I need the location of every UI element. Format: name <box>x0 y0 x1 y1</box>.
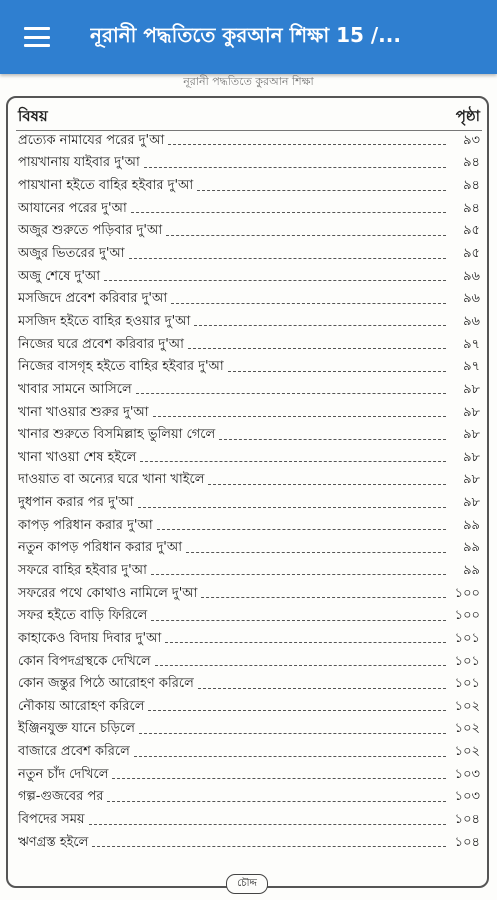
dot-leader <box>188 347 446 349</box>
toc-entry <box>18 288 480 311</box>
toc-entry-page: ৯৪ <box>463 155 480 171</box>
toc-entry-title: মসজিদ হইতে বাহির হওয়ার দু'আ <box>18 313 191 329</box>
toc-entry-title: দাওয়াত বা অন্যের ঘরে খানা খাইলে <box>18 472 205 488</box>
running-head: নূরানী পদ্ধতিতে কুরআন শিক্ষা <box>183 75 314 88</box>
dot-leader <box>107 800 446 802</box>
dot-leader <box>131 211 446 213</box>
toc-entry-page: ৯৮ <box>463 472 480 488</box>
dot-leader <box>198 687 446 689</box>
toc-entry <box>18 243 480 266</box>
toc-entry <box>18 673 480 696</box>
toc-entry-page: ৯৪ <box>463 178 480 194</box>
dot-leader <box>138 506 446 508</box>
toc-entry-page: ১০৪ <box>454 812 480 828</box>
toc-entry <box>18 198 480 221</box>
toc-entry-title: অজুর শুরুতে পড়িবার দু'আ <box>18 223 163 239</box>
toc-entry <box>18 311 480 334</box>
menu-icon-line <box>24 36 50 39</box>
toc-header <box>18 106 480 128</box>
toc-entry <box>18 583 480 606</box>
toc-entry-title: খাবার সামনে আসিলে <box>18 381 132 397</box>
menu-icon-line <box>24 44 50 47</box>
dot-leader <box>168 143 446 145</box>
toc-entry-page: ১০২ <box>454 721 480 737</box>
toc-entry-page: ৯৫ <box>463 246 480 262</box>
toc-entry <box>18 470 480 493</box>
toc-entry-page: ৯৭ <box>463 336 480 352</box>
dot-leader <box>186 551 446 553</box>
toc-entry <box>18 334 480 357</box>
dot-leader <box>139 732 446 734</box>
toc-entry-page: ১০৩ <box>454 789 480 805</box>
dot-leader <box>104 279 446 281</box>
toc-entry-title: বিপদের সময় <box>18 812 85 828</box>
dot-leader <box>171 302 446 304</box>
toc-entry-page: ১০১ <box>454 630 480 646</box>
toc-entry <box>18 764 480 787</box>
toc-entry-page: ৯৯ <box>463 540 480 556</box>
toc-entry <box>18 787 480 810</box>
toc-entry <box>18 379 480 402</box>
page-title: নূরানী পদ্ধতিতে কুরআন শিক্ষা 15 /... <box>90 22 401 47</box>
toc-entry-page: ৯৯ <box>463 517 480 533</box>
toc-entry-page: ১০২ <box>454 698 480 714</box>
app-bar <box>0 0 497 74</box>
dot-leader <box>157 528 446 530</box>
toc-entry-title: বাজারে প্রবেশ করিলে <box>18 744 130 760</box>
dot-leader <box>151 619 446 621</box>
toc-entry <box>18 515 480 538</box>
toc-entry-page: ৯৮ <box>463 404 480 420</box>
toc-entry-page: ৯৬ <box>463 313 480 329</box>
toc-entry-title: দুধপান করার পর দু'আ <box>18 495 134 511</box>
toc-entry <box>18 266 480 289</box>
dot-leader <box>151 573 446 575</box>
toc-entry <box>18 832 480 855</box>
dot-leader <box>89 823 446 825</box>
toc-entry-page: ৯৮ <box>463 495 480 511</box>
toc-entry <box>18 628 480 651</box>
menu-icon-line <box>24 27 50 30</box>
toc-entry-title: কাপড় পরিধান করার দু'আ <box>18 517 153 533</box>
toc-entry-page: ৯৭ <box>463 359 480 375</box>
dot-leader <box>136 392 446 394</box>
toc-entry-title: কাহাকেও বিদায় দিবার দু'আ <box>18 630 162 646</box>
toc-entry-title: সফরের পথে কোথাও নামিলে দু'আ <box>18 585 198 601</box>
dot-leader <box>201 596 446 598</box>
toc-entry-title: নিজের ঘরে প্রবেশ করিবার দু'আ <box>18 336 184 352</box>
toc-entry <box>18 492 480 515</box>
dot-leader <box>194 324 446 326</box>
dot-leader <box>144 166 446 168</box>
dot-leader <box>129 257 446 259</box>
toc-entry-title: কোন বিপদগ্রস্থকে দেখিলে <box>18 653 151 669</box>
toc-entry <box>18 741 480 764</box>
toc-entry-title: মসজিদে প্রবেশ করিবার দু'আ <box>18 291 168 307</box>
toc-entry <box>18 538 480 561</box>
toc-entry-page: ৯৮ <box>463 427 480 443</box>
toc-entry-title: নতুন কাপড় পরিধান করার দু'আ <box>18 540 183 556</box>
toc-entry <box>18 447 480 470</box>
toc-entry <box>18 560 480 583</box>
toc-entry-title: নিজের বাসগৃহ হইতে বাহির হইবার দু'আ <box>18 359 224 375</box>
menu-icon[interactable] <box>24 22 64 52</box>
toc-entry-page: ৯৫ <box>463 223 480 239</box>
dot-leader <box>153 415 446 417</box>
toc-entry-page: ৯৮ <box>463 449 480 465</box>
toc-list <box>18 130 480 855</box>
dot-leader <box>197 189 446 191</box>
subject-column-header: বিষয় <box>18 106 48 125</box>
toc-entry-title: গল্প-গুজবের পর <box>18 789 104 805</box>
toc-entry-page: ৯৩ <box>463 132 480 148</box>
toc-entry-title: অজু শেষে দু'আ <box>18 268 101 284</box>
toc-entry-title: খানা খাওয়ার শুরুর দু'আ <box>18 404 149 420</box>
toc-entry <box>18 605 480 628</box>
toc-entry-title: নৌকায় আরোহণ করিলে <box>18 698 145 714</box>
dot-leader <box>148 709 446 711</box>
toc-entry <box>18 651 480 674</box>
page-column-header: পৃষ্ঠা <box>455 106 480 125</box>
toc-entry-page: ৯৬ <box>463 268 480 284</box>
toc-entry-page: ১০৩ <box>454 766 480 782</box>
toc-entry-title: সফর হইতে বাড়ি ফিরিলে <box>18 608 148 624</box>
toc-entry-page: ১০২ <box>454 744 480 760</box>
toc-entry-title: ইঞ্জিনযুক্ত যানে চড়িলে <box>18 721 135 737</box>
dot-leader <box>165 641 446 643</box>
toc-entry-page: ৯৬ <box>463 291 480 307</box>
toc-entry <box>18 356 480 379</box>
book-page[interactable] <box>0 74 497 900</box>
dot-leader <box>219 438 446 440</box>
toc-entry-title: খানা খাওয়া শেষ হইলে <box>18 449 137 465</box>
toc-entry-page: ৯৮ <box>463 381 480 397</box>
toc-entry-title: আযানের পরের দু'আ <box>18 200 127 216</box>
dot-leader <box>112 777 446 779</box>
toc-entry-title: নতুন চাঁদ দেখিলে <box>18 766 109 782</box>
dot-leader <box>140 460 446 462</box>
toc-entry-title: পায়খানা হইতে বাহির হইবার দু'আ <box>18 178 194 194</box>
toc-entry-title: অজুর ভিতরের দু'আ <box>18 246 125 262</box>
toc-entry-page: ১০৪ <box>454 834 480 850</box>
toc-entry <box>18 696 480 719</box>
toc-entry <box>18 424 480 447</box>
toc-entry-title: প্রত্যেক নামাযের পরের দু'আ <box>18 132 165 148</box>
dot-leader <box>155 664 446 666</box>
dot-leader <box>134 755 446 757</box>
toc-entry <box>18 221 480 244</box>
toc-entry-page: ১০০ <box>454 585 480 601</box>
toc-entry <box>18 809 480 832</box>
dot-leader <box>92 845 446 847</box>
toc-entry-title: সফরে বাহির হইবার দু'আ <box>18 562 147 578</box>
toc-entry <box>18 402 480 425</box>
dot-leader <box>208 483 446 485</box>
toc-entry-page: ১০১ <box>454 653 480 669</box>
page-number-badge: চৌদ্দ <box>226 874 268 894</box>
toc-entry-title: পায়খানায় যাইবার দু'আ <box>18 155 140 171</box>
toc-entry-page: ১০১ <box>454 676 480 692</box>
toc-entry <box>18 130 480 153</box>
toc-entry <box>18 153 480 176</box>
toc-entry-title: খানার শুরুতে বিসমিল্লাহ ভুলিয়া গেলে <box>18 427 216 443</box>
toc-entry-title: ঋণগ্রস্ত হইলে <box>18 834 89 850</box>
toc-entry-page: ১০০ <box>454 608 480 624</box>
toc-entry-page: ৯৪ <box>463 200 480 216</box>
toc-entry <box>18 175 480 198</box>
dot-leader <box>166 234 446 236</box>
toc-entry <box>18 719 480 742</box>
toc-entry-page: ৯৯ <box>463 562 480 578</box>
dot-leader <box>228 370 446 372</box>
toc-entry-title: কোন জন্তুর পিঠে আরোহণ করিলে <box>18 676 194 692</box>
